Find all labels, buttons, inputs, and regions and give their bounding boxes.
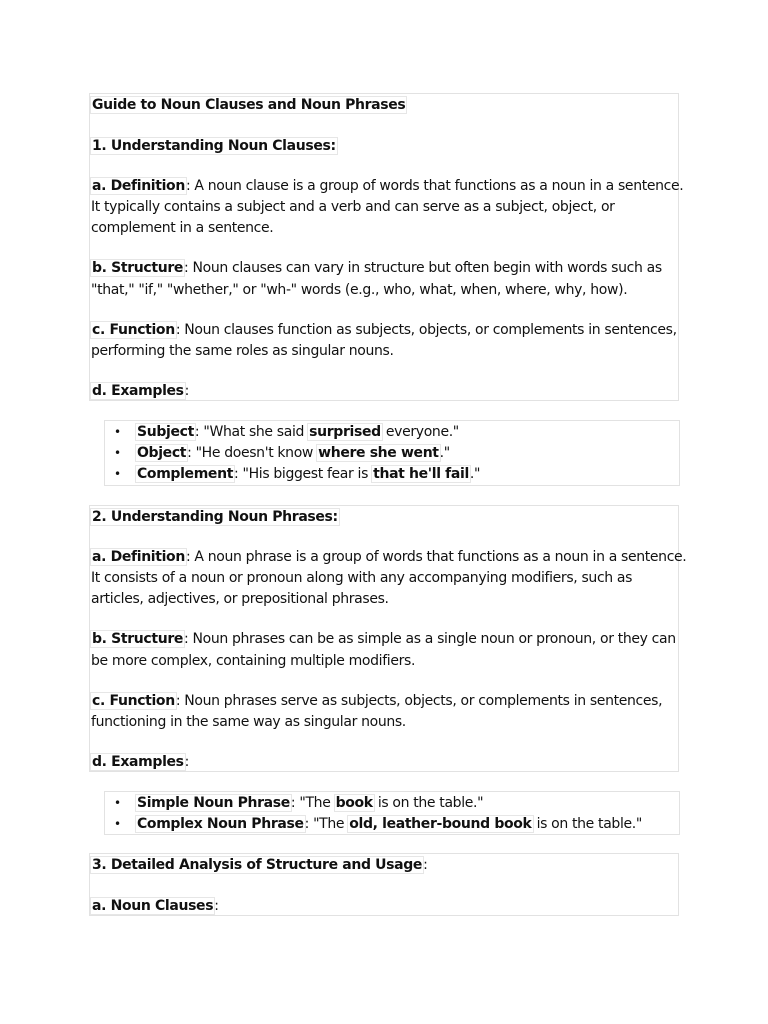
list-item: • Object: "He doesn't know where she went.": [114, 445, 450, 461]
s2-function-line-2: functioning in the same way as singular nouns.: [91, 714, 406, 730]
list-item: • Complement: "His biggest fear is that he'll fail.": [114, 466, 481, 482]
examples-list-1: [104, 420, 680, 486]
s2-function-line-1: c. Function: Noun phrases serve as subjects, objects, or complements in sentences,: [92, 693, 663, 709]
s1-definition-line-2: It typically contains a subject and a verb and can serve as a subject, object, or: [91, 199, 615, 215]
section-2-heading: 2. Understanding Noun Phrases:: [92, 509, 338, 525]
bullet-icon: •: [114, 425, 121, 439]
s1-function-line-1: c. Function: Noun clauses function as subjects, objects, or complements in sentences,: [92, 322, 677, 338]
section-1-block: [89, 93, 684, 401]
s1-definition-line-1: a. Definition: A noun clause is a group of words that functions as a noun in a sentence.: [92, 178, 684, 194]
list-item: • Subject: "What she said surprised everyone.": [114, 424, 459, 440]
document-title: Guide to Noun Clauses and Noun Phrases: [92, 97, 406, 113]
bullet-icon: •: [114, 796, 121, 810]
section-3-block: [89, 853, 679, 916]
s2-structure-line-1: b. Structure: Noun phrases can be as simple as a single noun or pronoun, or they can: [92, 631, 676, 647]
s2-definition-line-2: It consists of a noun or pronoun along with any accompanying modifiers, such as: [91, 570, 633, 586]
s2-definition-line-1: a. Definition: A noun phrase is a group of words that functions as a noun in a sentence.: [92, 549, 687, 565]
list-item: • Simple Noun Phrase: "The book is on the table.": [114, 795, 484, 811]
section-1-heading: 1. Understanding Noun Clauses:: [92, 138, 336, 154]
s2-definition-line-3: articles, adjectives, or prepositional phrases.: [91, 591, 389, 607]
s1-function-line-2: performing the same roles as singular nouns.: [91, 343, 394, 359]
s1-structure-line-2: "that," "if," "whether," or "wh-" words (e.g., who, what, when, where, why, how).: [91, 282, 628, 298]
section-3-heading: 3. Detailed Analysis of Structure and Usage:: [92, 857, 428, 873]
bullet-icon: •: [114, 467, 121, 481]
bullet-icon: •: [114, 446, 121, 460]
section-2-block: [89, 505, 687, 772]
bullet-icon: •: [114, 817, 121, 831]
examples-list-2: [104, 791, 680, 835]
s3-noun-clauses-label: a. Noun Clauses:: [92, 898, 219, 914]
s2-examples-label: d. Examples:: [92, 754, 190, 770]
s2-structure-line-2: be more complex, containing multiple modifiers.: [91, 653, 416, 669]
s1-structure-line-1: b. Structure: Noun clauses can vary in structure but often begin with words such as: [92, 260, 662, 276]
s1-examples-label: d. Examples:: [92, 383, 190, 399]
list-item: • Complex Noun Phrase: "The old, leather-bound book is on the table.": [114, 816, 642, 832]
s1-definition-line-3: complement in a sentence.: [91, 220, 274, 236]
